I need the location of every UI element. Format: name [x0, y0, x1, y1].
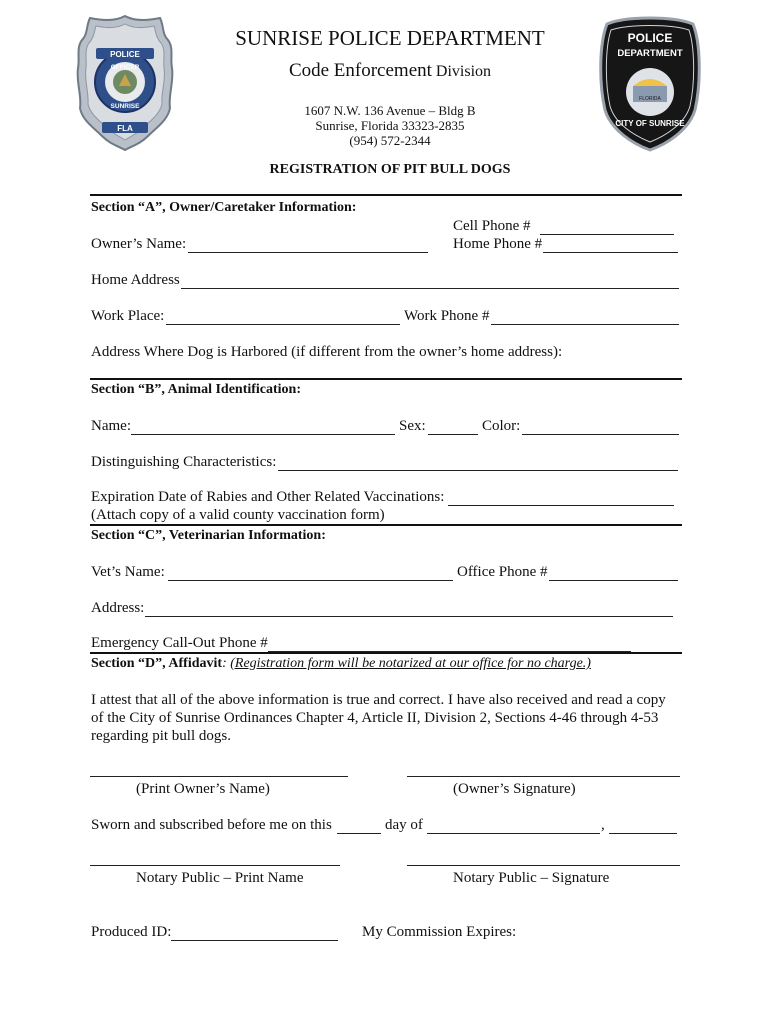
- division-title-main: Code Enforcement: [288, 60, 432, 81]
- cell-phone-label: Cell Phone #: [453, 218, 531, 234]
- division-title-word: Division: [435, 63, 492, 80]
- notarize-note: (Registration form will be notarized at our office for no charge.): [230, 656, 591, 671]
- address-line-1: 1607 N.W. 136 Avenue – Bldg B: [304, 103, 476, 118]
- vet-address-label: Address:: [91, 600, 145, 616]
- form-title: REGISTRATION OF PIT BULL DOGS: [269, 162, 511, 177]
- home-address-label: Home Address: [91, 272, 180, 288]
- produced-id-label: Produced ID:: [91, 924, 172, 940]
- distinguishing-label: Distinguishing Characteristics:: [91, 454, 277, 470]
- work-phone-label: Work Phone #: [404, 308, 490, 324]
- attest-line-2: of the City of Sunrise Ordinances Chapter 4, Article II, Division 2, Sections 4-46 through 4-53: [91, 710, 659, 726]
- badge-label-officer: OFFICER: [110, 64, 140, 71]
- emergency-phone-label: Emergency Call-Out Phone #: [91, 635, 268, 651]
- date-comma: ,: [601, 817, 605, 833]
- office-phone-field[interactable]: [549, 565, 678, 581]
- patch-label-city-of-sunrise: CITY OF SUNRISE: [615, 119, 685, 128]
- vets-name-field[interactable]: [168, 565, 453, 581]
- owner-signature-label: (Owner’s Signature): [453, 781, 576, 797]
- office-phone-label: Office Phone #: [457, 564, 548, 580]
- patch-label-florida: FLORIDA: [639, 96, 661, 102]
- distinguishing-field[interactable]: [278, 455, 678, 471]
- day-of-text: day of: [385, 817, 423, 833]
- print-owner-name-field[interactable]: [90, 761, 348, 777]
- attest-line-1: I attest that all of the above information is true and correct. I have also received and read a copy: [91, 692, 666, 708]
- address-line-2: Sunrise, Florida 33323-2835: [315, 118, 465, 133]
- patch-label-department: DEPARTMENT: [617, 48, 683, 59]
- phone-line: (954) 572-2344: [349, 133, 431, 148]
- police-officer-badge-logo: [74, 12, 176, 152]
- dog-name-label: Name:: [91, 418, 131, 434]
- sworn-day-field[interactable]: [337, 818, 381, 834]
- cell-phone-field[interactable]: [540, 219, 674, 235]
- print-owner-name-label: (Print Owner’s Name): [136, 781, 270, 797]
- sworn-month-field[interactable]: [427, 818, 600, 834]
- work-phone-field[interactable]: [491, 309, 679, 325]
- city-of-sunrise-patch-logo: [597, 14, 703, 152]
- owner-signature-field[interactable]: [407, 761, 680, 777]
- color-label: Color:: [482, 418, 521, 434]
- sworn-year-field[interactable]: [609, 818, 677, 834]
- dog-name-field[interactable]: [131, 419, 395, 435]
- vaccination-attach-note: (Attach copy of a valid county vaccination form): [91, 507, 385, 523]
- work-place-field[interactable]: [166, 309, 400, 325]
- work-place-label: Work Place:: [91, 308, 165, 324]
- section-c-divider: [90, 524, 682, 526]
- section-c-heading: Section “C”, Veterinarian Information:: [91, 528, 326, 543]
- notary-signature-label: Notary Public – Signature: [453, 870, 610, 886]
- section-b-divider: [90, 378, 682, 380]
- section-a-heading: Section “A”, Owner/Caretaker Information:: [91, 200, 357, 215]
- home-address-field[interactable]: [181, 273, 679, 289]
- commission-expires-label: My Commission Expires:: [362, 924, 517, 940]
- home-phone-label: Home Phone #: [453, 236, 543, 252]
- vet-address-field[interactable]: [145, 601, 673, 617]
- section-a-divider: [90, 194, 682, 196]
- produced-id-field[interactable]: [171, 925, 338, 941]
- section-b-heading: Section “B”, Animal Identification:: [91, 382, 302, 397]
- notary-print-name-label: Notary Public – Print Name: [136, 870, 304, 886]
- badge-label-sunrise: SUNRISE: [110, 103, 140, 110]
- sex-field[interactable]: [428, 419, 478, 435]
- sworn-text: Sworn and subscribed before me on this: [91, 817, 332, 833]
- department-title: SUNRISE POLICE DEPARTMENT: [235, 26, 545, 50]
- color-field[interactable]: [522, 419, 679, 435]
- rabies-expiration-field[interactable]: [448, 490, 674, 506]
- home-phone-field[interactable]: [543, 237, 678, 253]
- attest-line-3: regarding pit bull dogs.: [91, 728, 231, 744]
- notary-print-name-field[interactable]: [90, 850, 340, 866]
- emergency-phone-field[interactable]: [268, 636, 631, 652]
- patch-label-police: POLICE: [627, 31, 673, 45]
- section-d-divider: [90, 652, 682, 654]
- sex-label: Sex:: [399, 418, 426, 434]
- rabies-label: Expiration Date of Rabies and Other Related Vaccinations:: [91, 489, 445, 505]
- section-d-heading-row: [91, 655, 591, 673]
- vets-name-label: Vet’s Name:: [91, 564, 165, 580]
- harbored-address-label: Address Where Dog is Harbored (if different from the owner’s home address):: [91, 344, 563, 360]
- owners-name-field[interactable]: [188, 237, 428, 253]
- division-title: [190, 60, 590, 83]
- section-d-heading-colon: :: [222, 656, 227, 671]
- badge-label-fla: FLA: [117, 124, 133, 133]
- owners-name-label: Owner’s Name:: [91, 236, 187, 252]
- section-d-heading: Section “D”, Affidavit: [91, 656, 223, 671]
- badge-label-police: POLICE: [110, 50, 140, 59]
- notary-signature-field[interactable]: [407, 850, 680, 866]
